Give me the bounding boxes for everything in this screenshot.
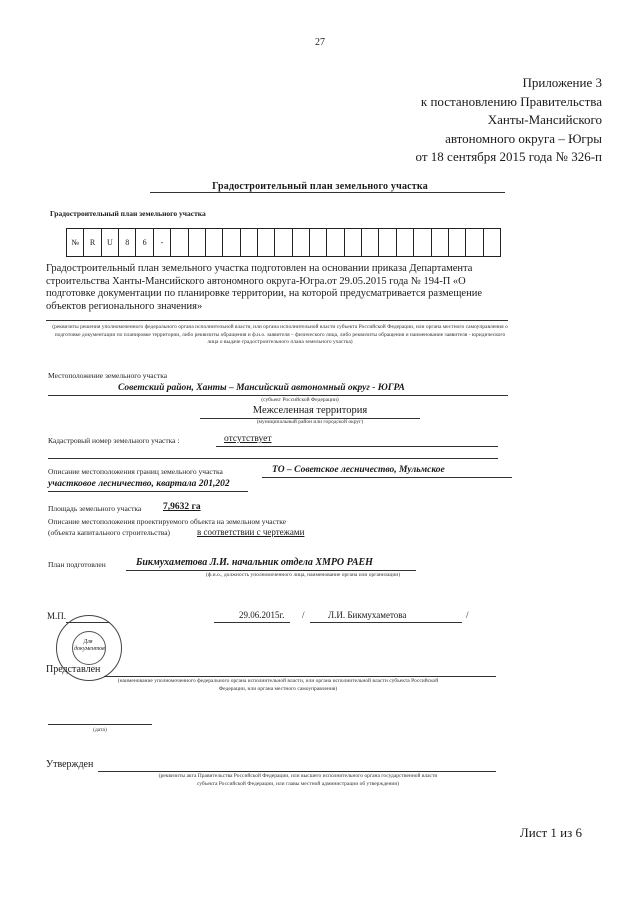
approved-underline <box>98 771 496 772</box>
presented-label: Представлен <box>46 664 101 675</box>
plan-number-cell: U <box>102 229 119 256</box>
plan-number-cell <box>432 229 449 256</box>
plan-number-cell <box>206 229 223 256</box>
signature-date: 29.06.2015г. <box>239 610 285 620</box>
basis-text: Градостроительный план земельного участка подготовлен на основании приказа Департамента строительства Ханты-Мансийского автономного округа-Югра.от 29.05.2015 года № 194-П «О подготовке документации по планировке территории, на которой предусматривается размещение объектов регионального значения» <box>46 263 482 312</box>
plan-number-cell <box>189 229 206 256</box>
approved-note-2: субъекта Российской Федерации, или главы местной администрации об утверждении) <box>196 781 400 787</box>
plan-number-cell <box>362 229 379 256</box>
plan-number-cell <box>484 229 501 256</box>
plan-number-cell <box>379 229 396 256</box>
plan-number-cell <box>449 229 466 256</box>
prepared-note: (ф.и.о., должность уполномоченного лица, наименование органа или организации) <box>205 572 401 578</box>
plan-number-cell <box>327 229 344 256</box>
location-value: Советский район, Ханты – Мансийский автономный округ - ЮГРА <box>118 383 405 393</box>
plan-number-cell <box>275 229 292 256</box>
name-underline <box>310 622 462 623</box>
page-number: 27 <box>315 37 325 48</box>
plan-number-cell <box>293 229 310 256</box>
date-line <box>48 724 152 725</box>
plan-number-cell: 6 <box>136 229 153 256</box>
boundaries-underline-2 <box>48 491 248 492</box>
basis-note: (реквизиты решения уполномоченного федерального органа исполнительной власти, или органа исполнительной власти субъекта Российской Федерации, или органа местного самоуправления о подготовке документации по планировке территории, либо реквизиты обращения и ф.и.о. заявителя – физического лица, либо реквизиты обращения и наименование заявителя - юридического лица о выдаче градостроительного плана земельного участка) <box>52 324 508 345</box>
location-note: (субъект Российской Федерации) <box>261 397 339 403</box>
seal-stamp-text: Для документов <box>74 639 105 652</box>
appendix-line-4: автономного округа – Югры <box>445 130 602 146</box>
location-label: Местоположение земельного участка <box>48 371 168 380</box>
presented-note-1: (наименование уполномоченного федерального органа исполнительной власти, или органа исполнительной власти субъекта Российской <box>117 678 439 684</box>
appendix-line-2: к постановлению Правительства <box>420 93 602 109</box>
area-value: 7,9632 га <box>163 502 201 512</box>
plan-number-cell <box>345 229 362 256</box>
boundaries-label: Описание местоположения границ земельного участка <box>48 467 223 476</box>
appendix-line-3: Ханты-Мансийского <box>487 112 602 127</box>
plan-number-cell <box>241 229 258 256</box>
basis-underline <box>46 320 508 321</box>
plan-number-cell: - <box>154 229 171 256</box>
object-label-1: Описание местоположения проектируемого объекта на земельном участке <box>48 517 287 526</box>
presented-underline <box>104 676 496 677</box>
prepared-value: Бикмухаметова Л.И. начальник отдела ХМРО РАЕН <box>136 557 373 568</box>
area-label: Площадь земельного участка <box>48 504 142 513</box>
plan-number-label: Градостроительный план земельного участка <box>50 209 206 218</box>
signature-slash-1: / <box>302 610 305 620</box>
prepared-underline <box>126 570 416 571</box>
document-title: Градостроительный план земельного участка <box>212 181 428 192</box>
date-underline <box>214 622 290 623</box>
plan-number-cell <box>310 229 327 256</box>
approved-note-1: (реквизиты акта Правительства Российской Федерации, или высшего исполнительного органа государственной власти <box>158 773 438 779</box>
signature-name: Л.И. Бикмухаметова <box>328 610 407 620</box>
cadastral-label: Кадастровый номер земельного участка : <box>48 436 180 445</box>
appendix-header <box>302 74 602 167</box>
signature-slash-2: / <box>466 610 469 620</box>
boundaries-value-1: ТО – Советское лесничество, Мульмское <box>272 465 445 475</box>
territory-note: (муниципальный район или городской округ) <box>256 419 364 425</box>
object-value: в соответствии с чертежами <box>197 527 305 537</box>
plan-number-cell <box>171 229 188 256</box>
approved-label: Утвержден <box>46 759 94 770</box>
prepared-label: План подготовлен <box>48 560 106 569</box>
title-underline <box>150 192 505 193</box>
plan-number-cell <box>414 229 431 256</box>
plan-number-cell <box>397 229 414 256</box>
date-note: (дата) <box>93 727 107 733</box>
territory-value: Межселенная территория <box>252 405 368 416</box>
appendix-line-5: от 18 сентября 2015 года № 326-п <box>415 149 602 164</box>
boundaries-value-2: участковое лесничество, квартала 201,202 <box>48 479 230 489</box>
plan-number-grid <box>66 228 501 257</box>
plan-number-cell: 8 <box>119 229 136 256</box>
plan-number-cell: R <box>84 229 101 256</box>
plan-number-cell <box>223 229 240 256</box>
sheet-number: Лист 1 из 6 <box>519 825 582 840</box>
plan-number-cell <box>258 229 275 256</box>
location-underline <box>48 395 508 396</box>
cadastral-extra-line <box>48 458 498 459</box>
cadastral-underline <box>216 446 498 447</box>
presented-note-2: Федерации, или органа местного самоуправления) <box>218 686 338 692</box>
object-label-2: (объекта капитального строительства) <box>48 528 171 537</box>
appendix-line-1: Приложение 3 <box>522 75 602 90</box>
plan-number-cell <box>466 229 483 256</box>
mp-label: М.П. <box>47 611 67 621</box>
boundaries-underline-1 <box>262 477 512 478</box>
cadastral-value: отсутствует <box>224 434 272 444</box>
plan-number-cell: № <box>67 229 84 256</box>
